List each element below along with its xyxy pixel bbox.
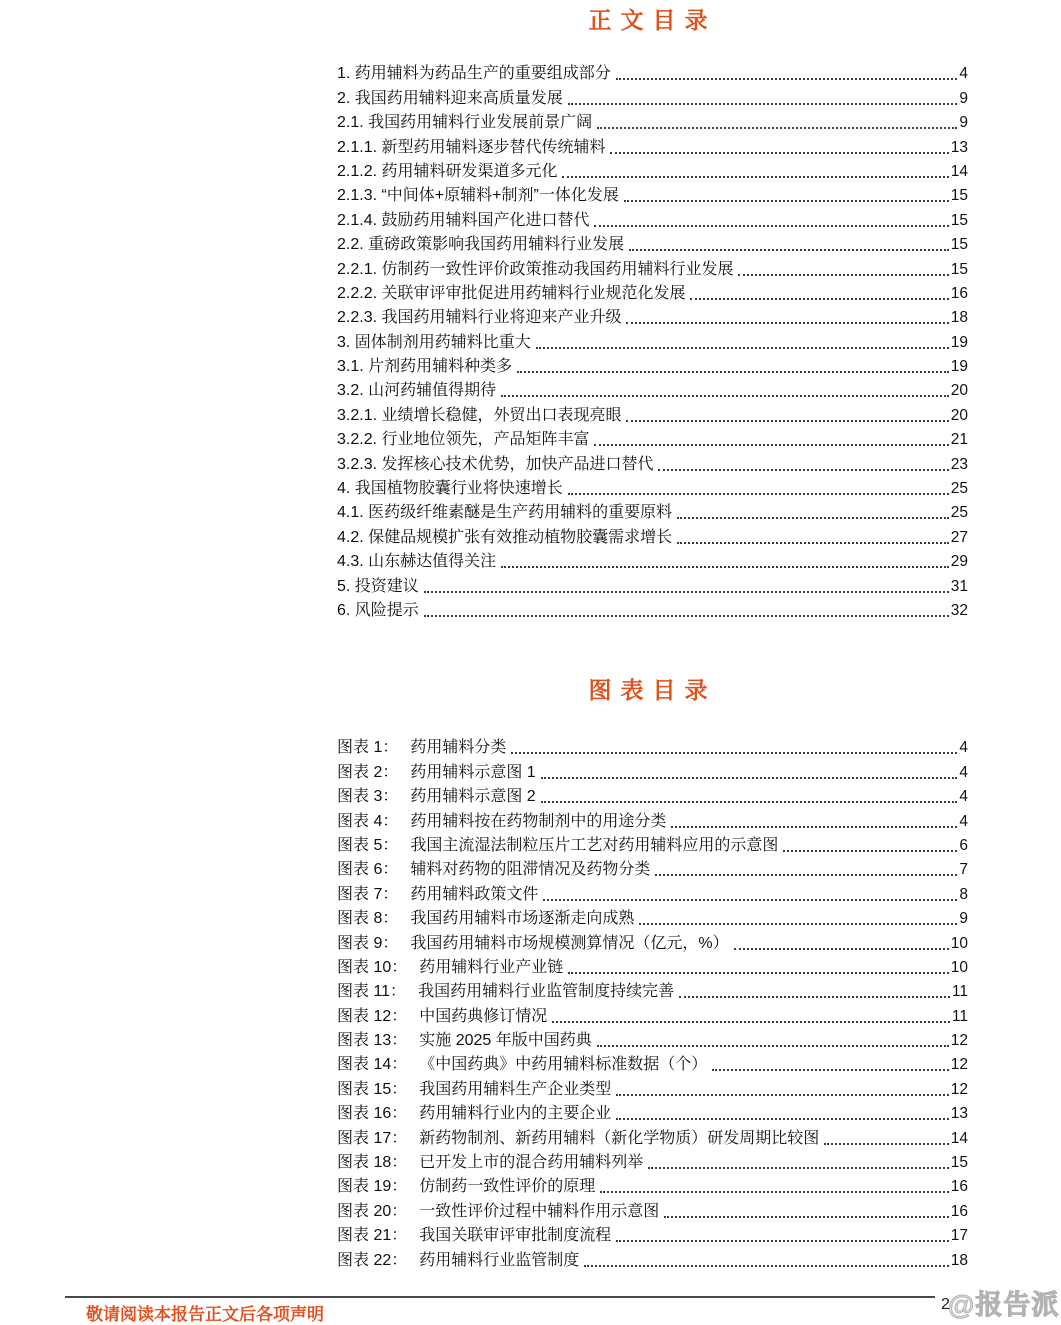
figure-entry-title: 我国药用辅料市场逐渐走向成熟 [410, 910, 635, 928]
toc-entry-page-number: 29 [950, 553, 968, 571]
figure-entry-page-number: 17 [950, 1227, 968, 1245]
toc-entry-text: 2. 我国药用辅料迎来高质量发展 [337, 89, 563, 107]
figure-entry-label: 图表 19： [337, 1178, 408, 1196]
figure-entry-title: 《中国药典》中药用辅料标准数据（个） [419, 1056, 708, 1074]
dot-leader [658, 469, 948, 471]
figure-entry-page-number: 15 [950, 1154, 968, 1172]
dot-leader [824, 1143, 948, 1145]
toc-entry[interactable] [337, 85, 968, 109]
toc-entry-page-number: 16 [950, 284, 968, 302]
figure-entry-title: 药用辅料分类 [410, 739, 507, 757]
figure-entry[interactable] [337, 857, 968, 881]
dot-leader [517, 371, 949, 373]
toc-entry-text: 3. 固体制剂用药辅料比重大 [337, 333, 531, 351]
figure-entry-label: 图表 13： [337, 1032, 408, 1050]
figure-entry-title: 药用辅料示意图 1 [410, 763, 536, 781]
toc-entry[interactable] [337, 549, 968, 573]
toc-entry-text: 4. 我国植物胶囊行业将快速增长 [337, 480, 563, 498]
figure-entry-title: 我国药用辅料行业监管制度持续完善 [418, 983, 675, 1001]
dot-leader [424, 615, 949, 617]
toc-entry-text: 2.1.2. 药用辅料研发渠道多元化 [337, 162, 558, 180]
dot-leader [541, 801, 958, 803]
dot-leader [616, 1240, 948, 1242]
figure-entry-page-number: 12 [950, 1080, 968, 1098]
toc-entry-page-number: 19 [950, 333, 968, 351]
figure-entry[interactable] [337, 1003, 968, 1027]
figure-entry-page-number: 4 [959, 812, 968, 830]
figure-entry-title: 仿制药一致性评价的原理 [419, 1178, 596, 1196]
figure-entry-title: 已开发上市的混合药用辅料列举 [419, 1154, 644, 1172]
figure-entry-title: 中国药典修订情况 [419, 1007, 548, 1025]
dot-leader [734, 948, 949, 950]
dot-leader [568, 972, 948, 974]
toc-entry-page-number: 21 [950, 431, 968, 449]
dot-leader [543, 899, 957, 901]
toc-entry-text: 2.1. 我国药用辅料行业发展前景广阔 [337, 114, 593, 132]
figures-toc-title: 图表目录 [588, 677, 717, 703]
dot-leader [568, 493, 949, 495]
figure-entry[interactable] [337, 735, 968, 759]
dot-leader [600, 1191, 948, 1193]
toc-entry-text: 2.2.2. 关联审评审批促进用药辅料行业规范化发展 [337, 284, 686, 302]
dot-leader [562, 176, 948, 178]
toc-entry-page-number: 15 [950, 187, 968, 205]
figure-entry-title: 药用辅料行业监管制度 [419, 1251, 580, 1269]
figure-entry-page-number: 12 [950, 1056, 968, 1074]
footer-divider-line [65, 1296, 935, 1298]
figure-entry-label: 图表 21： [337, 1227, 408, 1245]
dot-leader [511, 752, 957, 754]
dot-leader [597, 127, 957, 129]
toc-entry-text: 2.2.3. 我国药用辅料行业将迎来产业升级 [337, 309, 622, 327]
dot-leader [594, 225, 948, 227]
toc-entry-page-number: 18 [950, 309, 968, 327]
figure-entry-label: 图表 5： [337, 836, 399, 854]
dot-leader [626, 420, 948, 422]
figure-entry-page-number: 16 [950, 1178, 968, 1196]
figure-entry[interactable] [337, 930, 968, 954]
dot-leader [626, 322, 948, 324]
dot-leader [552, 1021, 950, 1023]
dot-leader [677, 542, 949, 544]
figure-entry-label: 图表 16： [337, 1105, 408, 1123]
figure-entry-page-number: 7 [959, 861, 968, 879]
toc-entry-page-number: 13 [950, 138, 968, 156]
toc-entry[interactable] [337, 183, 968, 207]
toc-entry[interactable] [337, 598, 968, 622]
dot-leader [616, 1118, 948, 1120]
toc-entry-text: 3.2.3. 发挥核心技术优势，加快产品进口替代 [337, 455, 654, 473]
dot-leader [597, 1045, 949, 1047]
dot-leader [738, 274, 948, 276]
figure-entry-title: 新药物制剂、新药用辅料（新化学物质）研发周期比较图 [419, 1129, 820, 1147]
figure-entry[interactable] [337, 1247, 968, 1271]
toc-entry-text: 6. 风险提示 [337, 601, 419, 619]
figure-entry-page-number: 10 [950, 958, 968, 976]
toc-entry-page-number: 31 [950, 577, 968, 595]
toc-entry-page-number: 9 [959, 89, 968, 107]
toc-entry-page-number: 9 [959, 114, 968, 132]
dot-leader [616, 78, 958, 80]
toc-entry-text: 3.2. 山河药辅值得期待 [337, 382, 497, 400]
figure-entry[interactable] [337, 979, 968, 1003]
figure-entry-page-number: 18 [950, 1251, 968, 1269]
figure-entry-label: 图表 2： [337, 763, 399, 781]
toc-entry[interactable] [337, 281, 968, 305]
toc-entry[interactable] [337, 134, 968, 158]
toc-entry[interactable] [337, 207, 968, 231]
dot-leader [783, 850, 957, 852]
toc-entry-text: 3.2.2. 行业地位领先，产品矩阵丰富 [337, 431, 590, 449]
toc-entry-text: 3.2.1. 业绩增长稳健，外贸出口表现亮眼 [337, 406, 622, 424]
figure-entry[interactable] [337, 1052, 968, 1076]
dot-leader [629, 249, 949, 251]
toc-entry[interactable] [337, 305, 968, 329]
figure-entry-title: 我国药用辅料生产企业类型 [419, 1080, 612, 1098]
dot-leader [648, 1167, 948, 1169]
toc-entry-text: 2.2. 重磅政策影响我国药用辅料行业发展 [337, 236, 625, 254]
figure-entry-label: 图表 8： [337, 910, 399, 928]
figure-entry-title: 药用辅料政策文件 [410, 885, 539, 903]
figure-entry-title: 我国药用辅料市场规模测算情况（亿元，%） [410, 934, 729, 952]
dot-leader [501, 395, 949, 397]
figure-entry-title: 药用辅料示意图 2 [410, 788, 536, 806]
figure-entry[interactable] [337, 881, 968, 905]
figure-entry-label: 图表 6： [337, 861, 399, 879]
toc-entry-page-number: 32 [950, 601, 968, 619]
figure-entry-label: 图表 18： [337, 1154, 408, 1172]
figure-entry-page-number: 12 [950, 1032, 968, 1050]
figure-entry[interactable] [337, 1174, 968, 1198]
dot-leader [655, 874, 957, 876]
figure-entry-page-number: 14 [950, 1129, 968, 1147]
figure-entry-title: 药用辅料行业内的主要企业 [419, 1105, 612, 1123]
figure-entry-title: 一致性评价过程中辅料作用示意图 [419, 1202, 660, 1220]
toc-entry-page-number: 4 [959, 65, 968, 83]
toc-entry[interactable] [337, 329, 968, 353]
figure-entry[interactable] [337, 833, 968, 857]
toc-entry-text: 2.1.3. “中间体+原辅料+制剂”一体化发展 [337, 187, 619, 205]
figure-entry-label: 图表 14： [337, 1056, 408, 1074]
toc-entry[interactable] [337, 573, 968, 597]
toc-entry[interactable] [337, 256, 968, 280]
toc-entry-text: 2.1.1. 新型药用辅料逐步替代传统辅料 [337, 138, 606, 156]
figure-entry[interactable] [337, 906, 968, 930]
dot-leader [610, 152, 948, 154]
dot-leader [664, 1216, 948, 1218]
dot-leader [639, 923, 957, 925]
toc-entry-page-number: 14 [950, 162, 968, 180]
figure-entry[interactable] [337, 784, 968, 808]
dot-leader [594, 444, 948, 446]
dot-leader [679, 996, 950, 998]
toc-entry-text: 4.3. 山东赫达值得关注 [337, 553, 497, 571]
footer-disclaimer: 敬请阅读本报告正文后各项声明 [86, 1305, 324, 1324]
toc-entry[interactable] [337, 476, 968, 500]
figure-entry[interactable] [337, 1223, 968, 1247]
figure-entry-label: 图表 9： [337, 934, 399, 952]
toc-entry-text: 4.1. 医药级纤维素醚是生产药用辅料的重要原料 [337, 504, 673, 522]
figure-entry-page-number: 6 [959, 836, 968, 854]
figure-entry[interactable] [337, 1101, 968, 1125]
figure-entry-label: 图表 4： [337, 812, 399, 830]
dot-leader [568, 103, 958, 105]
figure-entry[interactable] [337, 1150, 968, 1174]
figure-entry-label: 图表 7： [337, 885, 399, 903]
dot-leader [616, 1094, 948, 1096]
figure-entry-title: 药用辅料按在药物制剂中的用途分类 [410, 812, 667, 830]
toc-entry[interactable] [337, 451, 968, 475]
figure-entry-label: 图表 1： [337, 739, 399, 757]
toc-entry-page-number: 19 [950, 358, 968, 376]
toc-content-column [337, 6, 968, 1272]
toc-entry-page-number: 27 [950, 528, 968, 546]
figure-entry[interactable] [337, 1076, 968, 1100]
figure-entry-page-number: 4 [959, 739, 968, 757]
dot-leader [624, 200, 949, 202]
toc-entry-text: 2.2.1. 仿制药一致性评价政策推动我国药用辅料行业发展 [337, 260, 734, 278]
toc-entry-page-number: 25 [950, 504, 968, 522]
dot-leader [541, 777, 958, 779]
toc-entry[interactable] [337, 402, 968, 426]
toc-entry[interactable] [337, 354, 968, 378]
dot-leader [712, 1069, 948, 1071]
dot-leader [501, 566, 949, 568]
dot-leader [536, 347, 949, 349]
figure-entry-page-number: 13 [950, 1105, 968, 1123]
figure-entry-page-number: 4 [959, 788, 968, 806]
toc-entry-page-number: 15 [950, 211, 968, 229]
toc-list [337, 61, 968, 622]
toc-entry-page-number: 15 [950, 260, 968, 278]
figure-entry-label: 图表 3： [337, 788, 399, 806]
toc-entry[interactable] [337, 110, 968, 134]
toc-entry-text: 1. 药用辅料为药品生产的重要组成部分 [337, 65, 611, 83]
figure-entry-title: 我国主流湿法制粒压片工艺对药用辅料应用的示意图 [410, 836, 779, 854]
toc-entry-page-number: 25 [950, 480, 968, 498]
figure-entry-page-number: 9 [959, 910, 968, 928]
dot-leader [424, 591, 949, 593]
figure-entry[interactable] [337, 759, 968, 783]
figure-entry-label: 图表 20： [337, 1202, 408, 1220]
figure-entry-page-number: 8 [959, 885, 968, 903]
dot-leader [677, 517, 949, 519]
figure-entry-label: 图表 17： [337, 1129, 408, 1147]
dot-leader [584, 1265, 948, 1267]
toc-entry-text: 5. 投资建议 [337, 577, 419, 595]
figure-entry-label: 图表 22： [337, 1251, 408, 1269]
figure-entry-label: 图表 15： [337, 1080, 408, 1098]
watermark-baogaopai: @报告派 [948, 1290, 1060, 1320]
figure-entry-title: 辅料对药物的阻滞情况及药物分类 [410, 861, 651, 879]
figures-list [337, 735, 968, 1272]
figure-entry-page-number: 4 [959, 763, 968, 781]
toc-entry[interactable] [337, 524, 968, 548]
figure-entry-page-number: 16 [950, 1202, 968, 1220]
figure-entry-page-number: 11 [951, 983, 968, 1001]
toc-entry-text: 2.1.4. 鼓励药用辅料国产化进口替代 [337, 211, 590, 229]
footer-page-number: 2 [941, 1296, 950, 1313]
toc-entry[interactable] [337, 378, 968, 402]
figure-entry-title: 药用辅料行业产业链 [419, 958, 564, 976]
toc-entry[interactable] [337, 427, 968, 451]
toc-entry-page-number: 15 [950, 236, 968, 254]
figure-entry[interactable] [337, 1125, 968, 1149]
toc-entry-text: 3.1. 片剂药用辅料种类多 [337, 358, 513, 376]
figure-entry-title: 我国关联审评审批制度流程 [419, 1227, 612, 1245]
dot-leader [671, 826, 957, 828]
toc-entry[interactable] [337, 500, 968, 524]
figure-entry[interactable] [337, 955, 968, 979]
figure-entry-page-number: 10 [950, 934, 968, 952]
figure-entry-label: 图表 12： [337, 1007, 408, 1025]
toc-entry-page-number: 23 [950, 455, 968, 473]
toc-entry-page-number: 20 [950, 382, 968, 400]
figure-entry-label: 图表 10： [337, 958, 408, 976]
figure-entry[interactable] [337, 1198, 968, 1222]
toc-entry[interactable] [337, 61, 968, 85]
figure-entry[interactable] [337, 808, 968, 832]
toc-entry[interactable] [337, 159, 968, 183]
figure-entry-label: 图表 11： [337, 983, 407, 1001]
figure-entry-title: 实施 2025 年版中国药典 [419, 1032, 592, 1050]
main-toc-title: 正文目录 [588, 8, 717, 33]
toc-entry[interactable] [337, 232, 968, 256]
toc-entry-page-number: 20 [950, 406, 968, 424]
toc-entry-text: 4.2. 保健品规模扩张有效推动植物胶囊需求增长 [337, 528, 673, 546]
dot-leader [690, 298, 948, 300]
figure-entry-page-number: 11 [951, 1007, 968, 1025]
figure-entry[interactable] [337, 1028, 968, 1052]
